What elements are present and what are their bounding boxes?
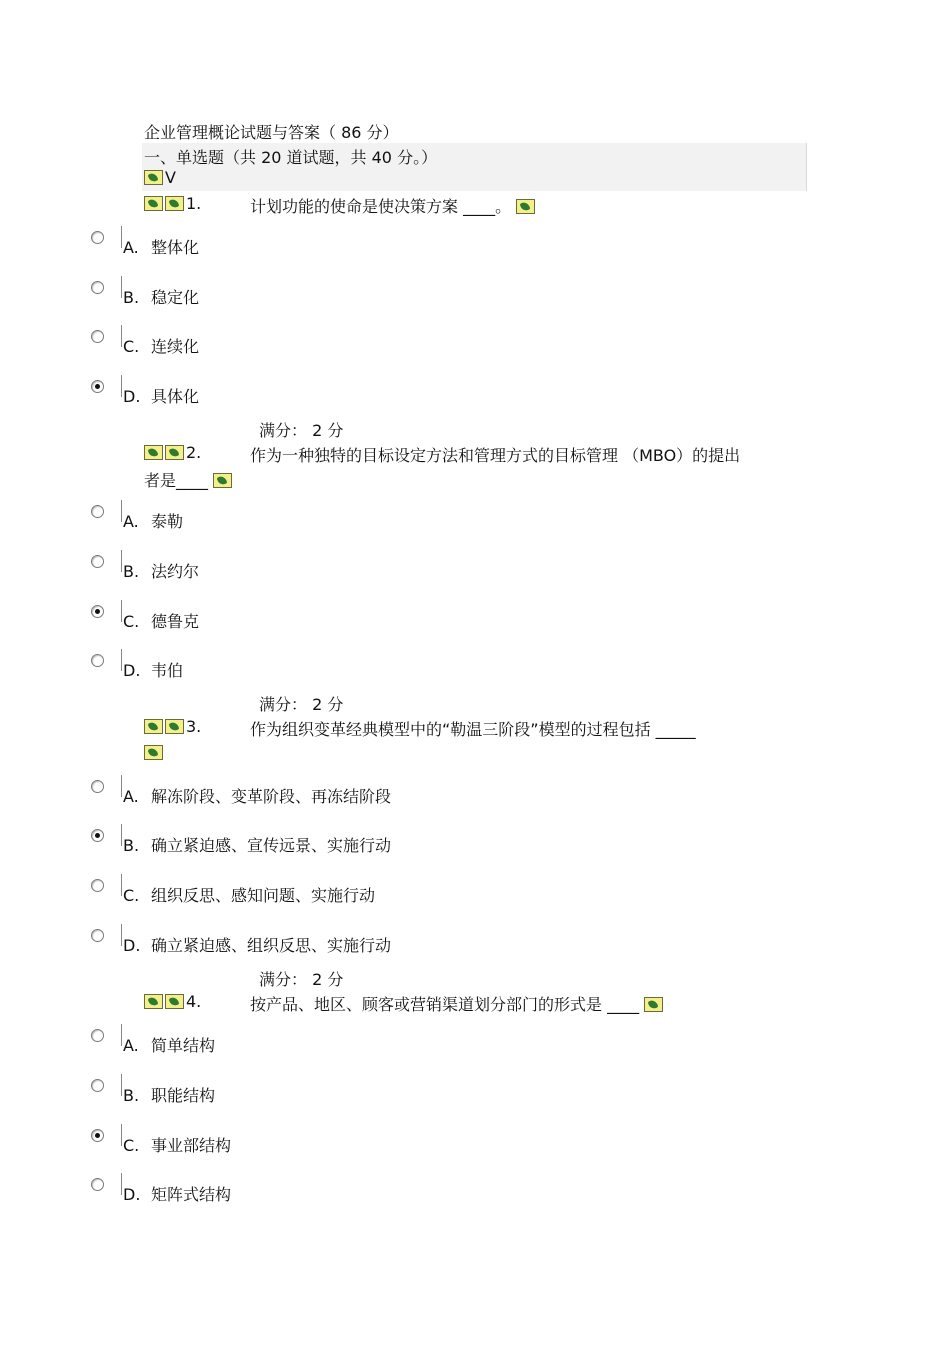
- option-divider: [121, 1024, 122, 1046]
- option-q2-d: D. 韦伯: [123, 661, 184, 680]
- score-label: 满分： 2 分: [259, 970, 344, 989]
- option-divider: [121, 325, 122, 347]
- radio-q1-a[interactable]: [91, 231, 104, 244]
- hint-icon[interactable]: [165, 719, 184, 734]
- radio-q3-a[interactable]: [91, 780, 104, 793]
- option-divider: [121, 775, 122, 797]
- hint-icon[interactable]: [144, 196, 163, 211]
- radio-q2-a[interactable]: [91, 505, 104, 518]
- hint-icon[interactable]: [144, 745, 163, 760]
- section-heading: 一、单选题（共 20 道试题，共 40 分。）: [144, 148, 438, 167]
- hint-icon[interactable]: [144, 719, 163, 734]
- option-q4-b: B. 职能结构: [123, 1086, 216, 1105]
- option-divider: [121, 600, 122, 622]
- question-number: 4.: [186, 992, 202, 1011]
- option-divider: [121, 1074, 122, 1096]
- option-q3-c: C. 组织反思、感知问题、实施行动: [123, 886, 376, 905]
- radio-q1-d[interactable]: [91, 380, 104, 393]
- option-divider: [121, 550, 122, 572]
- radio-q1-c[interactable]: [91, 330, 104, 343]
- hint-icon[interactable]: [644, 997, 663, 1012]
- option-divider: [121, 500, 122, 522]
- option-q4-a: A. 简单结构: [123, 1036, 216, 1055]
- hint-icon[interactable]: [165, 994, 184, 1009]
- option-q4-c: C. 事业部结构: [123, 1136, 232, 1155]
- option-q4-d: D. 矩阵式结构: [123, 1185, 232, 1204]
- option-divider: [121, 649, 122, 671]
- option-q1-a: A. 整体化: [123, 238, 200, 257]
- question-2: [144, 443, 741, 490]
- hint-icon[interactable]: [144, 994, 163, 1009]
- score-label: 满分： 2 分: [259, 421, 344, 440]
- question-number: 2.: [186, 443, 202, 462]
- hint-icon[interactable]: [144, 445, 163, 460]
- option-q3-b: B. 确立紧迫感、宣传远景、实施行动: [123, 836, 392, 855]
- section-mark: [144, 168, 176, 187]
- radio-q4-d[interactable]: [91, 1178, 104, 1191]
- question-hint: [144, 743, 165, 762]
- radio-q3-b[interactable]: [91, 829, 104, 842]
- hint-icon[interactable]: [165, 196, 184, 211]
- section-header: [142, 143, 807, 191]
- question-text: 计划功能的使命是使决策方案 ____。: [250, 194, 537, 217]
- document-title: 企业管理概论试题与答案（ 86 分）: [144, 123, 399, 142]
- section-mark-text: V: [165, 168, 176, 187]
- question-4: [144, 992, 640, 1014]
- hint-icon[interactable]: [144, 170, 163, 185]
- radio-q3-d[interactable]: [91, 929, 104, 942]
- option-q1-b: B. 稳定化: [123, 288, 200, 307]
- option-q1-d: D. 具体化: [123, 387, 200, 406]
- question-1: [144, 194, 512, 216]
- option-divider: [121, 276, 122, 298]
- option-q1-c: C. 连续化: [123, 337, 200, 356]
- radio-q4-c[interactable]: [91, 1129, 104, 1142]
- question-number: 3.: [186, 717, 202, 736]
- radio-q2-b[interactable]: [91, 555, 104, 568]
- question-text: 按产品、地区、顾客或营销渠道划分部门的形式是 ____: [250, 992, 665, 1015]
- radio-q1-b[interactable]: [91, 281, 104, 294]
- hint-icon[interactable]: [213, 473, 232, 488]
- hint-icon[interactable]: [516, 199, 535, 214]
- question-text: 作为组织变革经典模型中的“勒温三阶段”模型的过程包括 _____: [250, 720, 696, 739]
- radio-q3-c[interactable]: [91, 879, 104, 892]
- option-q2-a: A. 泰勒: [123, 512, 184, 531]
- option-divider: [121, 874, 122, 896]
- question-number: 1.: [186, 194, 202, 213]
- question-3: [144, 717, 696, 739]
- question-text-line2: 者是____: [144, 468, 234, 491]
- option-divider: [121, 924, 122, 946]
- option-divider: [121, 824, 122, 846]
- option-divider: [121, 375, 122, 397]
- option-divider: [121, 226, 122, 248]
- option-q2-b: B. 法约尔: [123, 562, 200, 581]
- option-divider: [121, 1124, 122, 1146]
- radio-q2-d[interactable]: [91, 654, 104, 667]
- radio-q4-a[interactable]: [91, 1029, 104, 1042]
- radio-q2-c[interactable]: [91, 605, 104, 618]
- score-label: 满分： 2 分: [259, 695, 344, 714]
- option-q3-d: D. 确立紧迫感、组织反思、实施行动: [123, 936, 392, 955]
- radio-q4-b[interactable]: [91, 1079, 104, 1092]
- hint-icon[interactable]: [165, 445, 184, 460]
- question-text: 作为一种独特的目标设定方法和管理方式的目标管理 （MBO）的提出: [250, 446, 741, 465]
- option-q3-a: A. 解冻阶段、变革阶段、再冻结阶段: [123, 787, 392, 806]
- option-divider: [121, 1173, 122, 1195]
- option-q2-c: C. 德鲁克: [123, 612, 200, 631]
